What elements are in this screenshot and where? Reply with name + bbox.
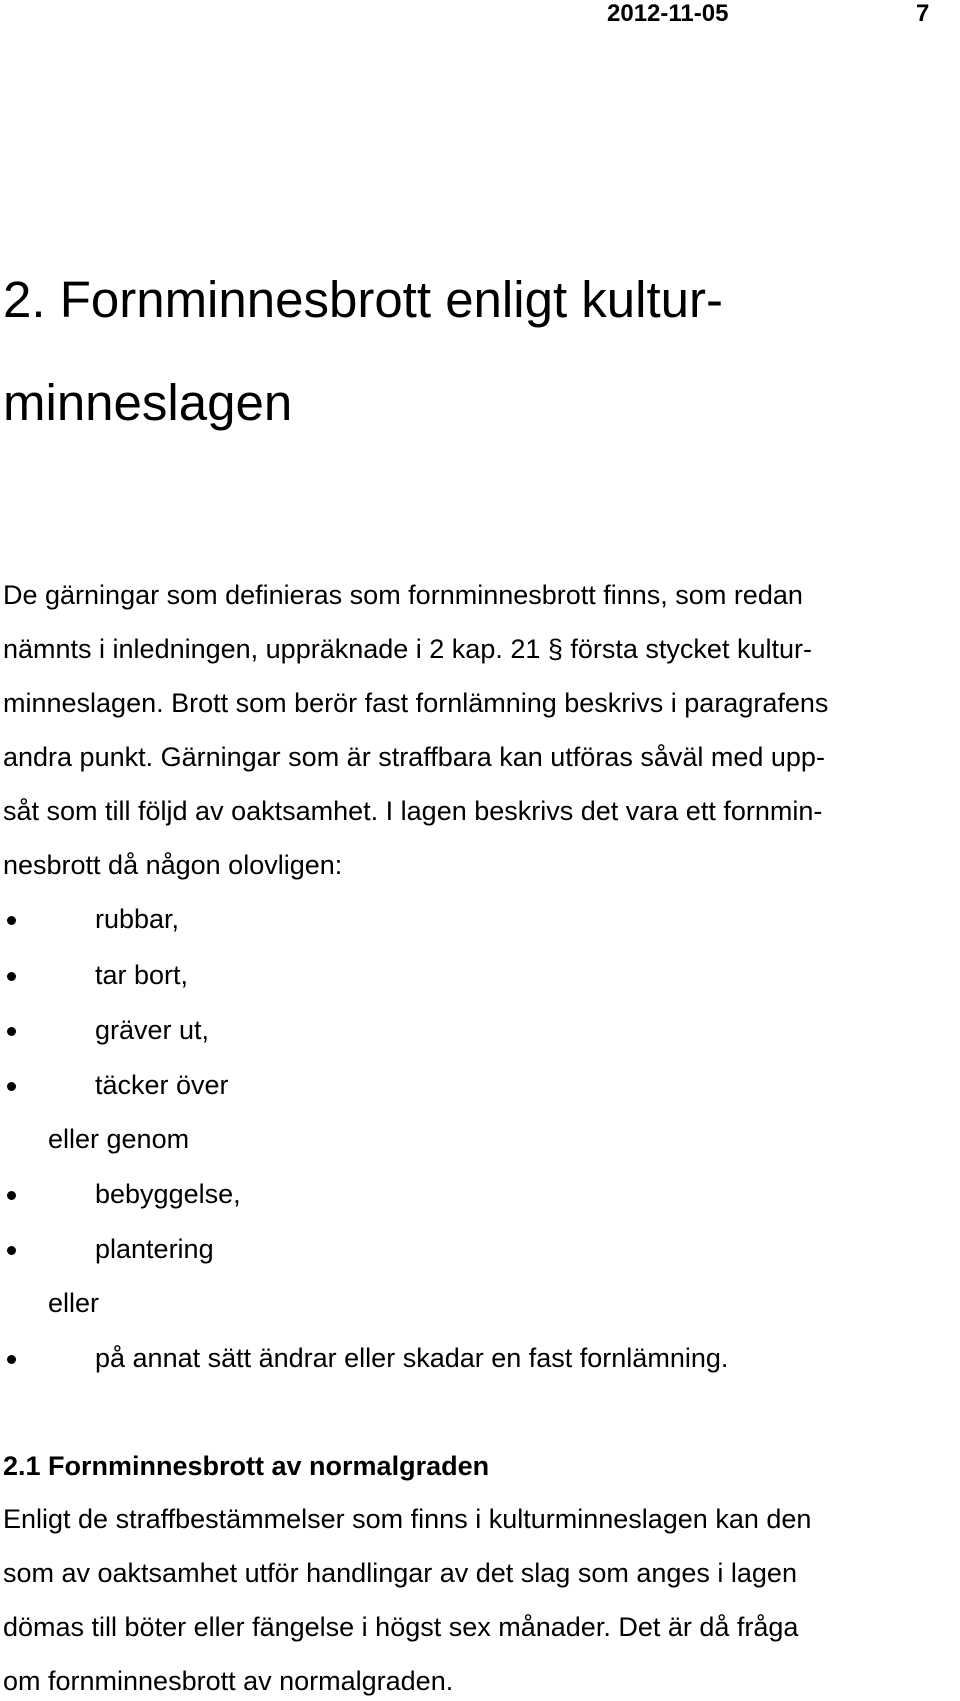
bullet-icon: [7, 1191, 16, 1200]
list-item: [3, 958, 903, 992]
bullet-icon: [7, 1355, 16, 1364]
section-line: om fornminnesbrott av normalgraden.: [3, 1666, 454, 1696]
list-item: [3, 1068, 903, 1102]
list-item-text: på annat sätt ändrar eller skadar en fast fornlämning.: [95, 1343, 729, 1373]
bullet-icon: [7, 1027, 16, 1036]
intro-line: andra punkt. Gärningar som är straffbara kan utföras såväl med upp-: [3, 742, 825, 772]
list-item-text: plantering: [95, 1234, 214, 1264]
list-item-text: gräver ut,: [95, 1015, 210, 1045]
section-heading: 2.1 Fornminnesbrott av normalgraden: [3, 1451, 490, 1481]
intro-line: nämnts i inledningen, uppräknade i 2 kap. 21 § första stycket kultur-: [3, 634, 812, 664]
list-item: [3, 1177, 903, 1211]
list-item: [3, 1013, 903, 1047]
section-line: Enligt de straffbestämmelser som finns i kulturminneslagen kan den: [3, 1504, 812, 1534]
intro-line: såt som till följd av oaktsamhet. I lagen beskrivs det vara ett fornmin-: [3, 796, 823, 826]
list-item-text: tar bort,: [95, 960, 189, 990]
header-date: 2012-11-05: [607, 0, 729, 27]
list-item-text: bebyggelse,: [95, 1179, 241, 1209]
page-title-line-1: 2. Fornminnesbrott enligt kultur-: [3, 271, 723, 328]
bullet-icon: [7, 972, 16, 981]
intro-line: De gärningar som definieras som fornminnesbrott finns, som redan: [3, 580, 803, 610]
section-line: dömas till böter eller fängelse i högst sex månader. Det är då fråga: [3, 1612, 799, 1642]
bullet-icon: [7, 916, 16, 925]
list-item: [3, 1341, 903, 1375]
intro-line: nesbrott då någon olovligen:: [3, 850, 343, 880]
list-item: [3, 1232, 903, 1266]
list-item-text: rubbar,: [95, 904, 180, 934]
page-number: 7: [916, 0, 930, 27]
list-connector: eller: [48, 1288, 100, 1318]
bullet-icon: [7, 1082, 16, 1091]
section-line: som av oaktsamhet utför handlingar av det slag som anges i lagen: [3, 1558, 797, 1588]
intro-line: minneslagen. Brott som berör fast fornlämning beskrivs i paragrafens: [3, 688, 829, 718]
bullet-icon: [7, 1246, 16, 1255]
page-title-line-2: minneslagen: [3, 374, 293, 431]
list-item: [3, 902, 903, 936]
list-connector: eller genom: [48, 1124, 190, 1154]
list-item-text: täcker över: [95, 1070, 229, 1100]
